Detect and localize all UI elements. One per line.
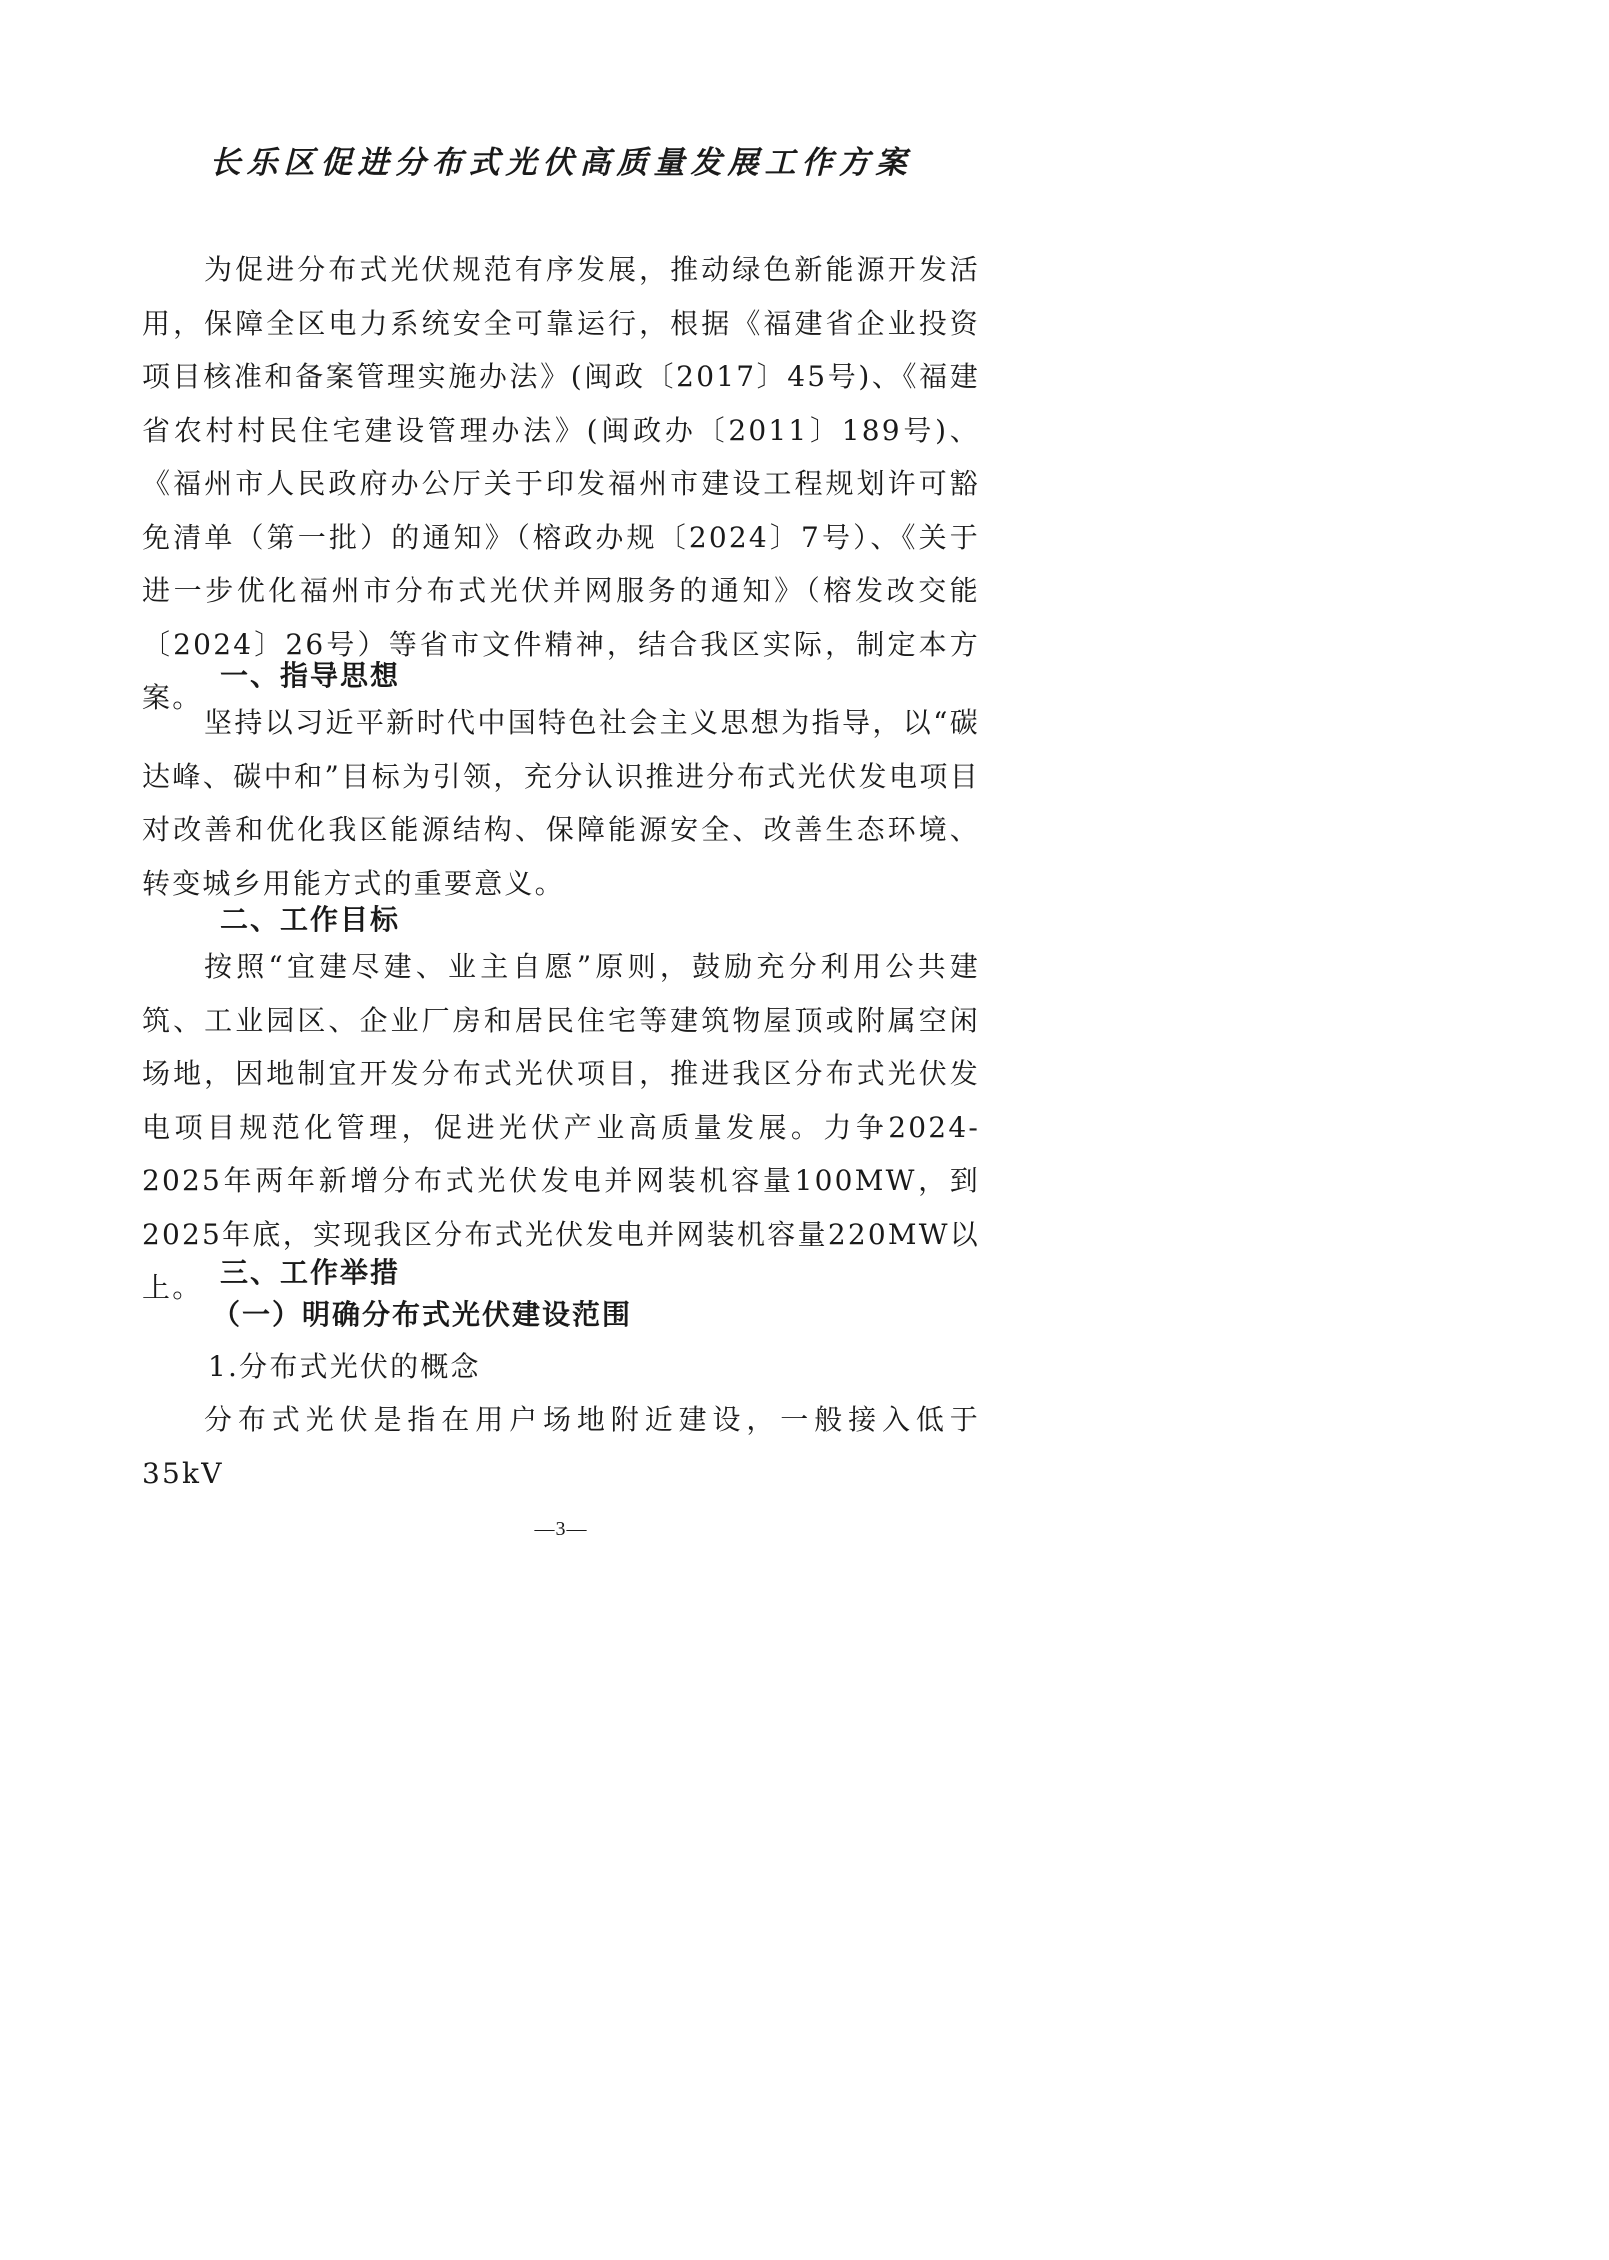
work-goals-paragraph: 按照“宜建尽建、业主自愿”原则，鼓励充分利用公共建筑、工业园区、企业厂房和居民住宅等建筑物屋顶或附属空闲场地，因地制宜开发分布式光伏项目，推进我区分布式光伏发电项目规范化管理，促进光伏产业高质量发展。力争2024-2025年两年新增分布式光伏发电并网装机容量100MW，到2025年底，实现我区分布式光伏发电并网装机容量220MW以上。 bbox=[142, 950, 980, 1304]
section-heading-guiding-ideology: 一、指导思想 bbox=[220, 659, 401, 692]
subsection-heading-construction-scope: （一）明确分布式光伏建设范围 bbox=[212, 1298, 633, 1331]
pv-concept-paragraph: 分布式光伏是指在用户场地附近建设，一般接入低于35kV bbox=[142, 1403, 980, 1490]
document-page bbox=[0, 0, 1122, 1587]
section-heading-work-measures: 三、工作举措 bbox=[220, 1256, 401, 1289]
guiding-ideology-paragraph: 坚持以习近平新时代中国特色社会主义思想为指导，以“碳达峰、碳中和”目标为引领，充分认识推进分布式光伏发电项目对改善和优化我区能源结构、保障能源安全、改善生态环境、转变城乡用能方式的重要意义。 bbox=[142, 706, 980, 900]
intro-paragraph: 为促进分布式光伏规范有序发展，推动绿色新能源开发活用，保障全区电力系统安全可靠运行，根据《福建省企业投资项目核准和备案管理实施办法》(闽政〔2017〕45号)、《福建省农村村民住宅建设管理办法》(闽政办〔2011〕189号)、《福州市人民政府办公厅关于印发福州市建设工程规划许可豁免清单（第一批）的通知》（榕政办规〔2024〕7号）、《关于进一步优化福州市分布式光伏并网服务的通知》（榕发改交能〔2024〕26号）等省市文件精神，结合我区实际，制定本方案。 bbox=[142, 253, 980, 714]
document-title: 长乐区促进分布式光伏高质量发展工作方案 bbox=[209, 145, 913, 181]
item-heading-pv-concept: 1.分布式光伏的概念 bbox=[208, 1350, 481, 1383]
page-number: —3— bbox=[534, 1518, 588, 1540]
section-heading-work-goals: 二、工作目标 bbox=[220, 903, 401, 936]
